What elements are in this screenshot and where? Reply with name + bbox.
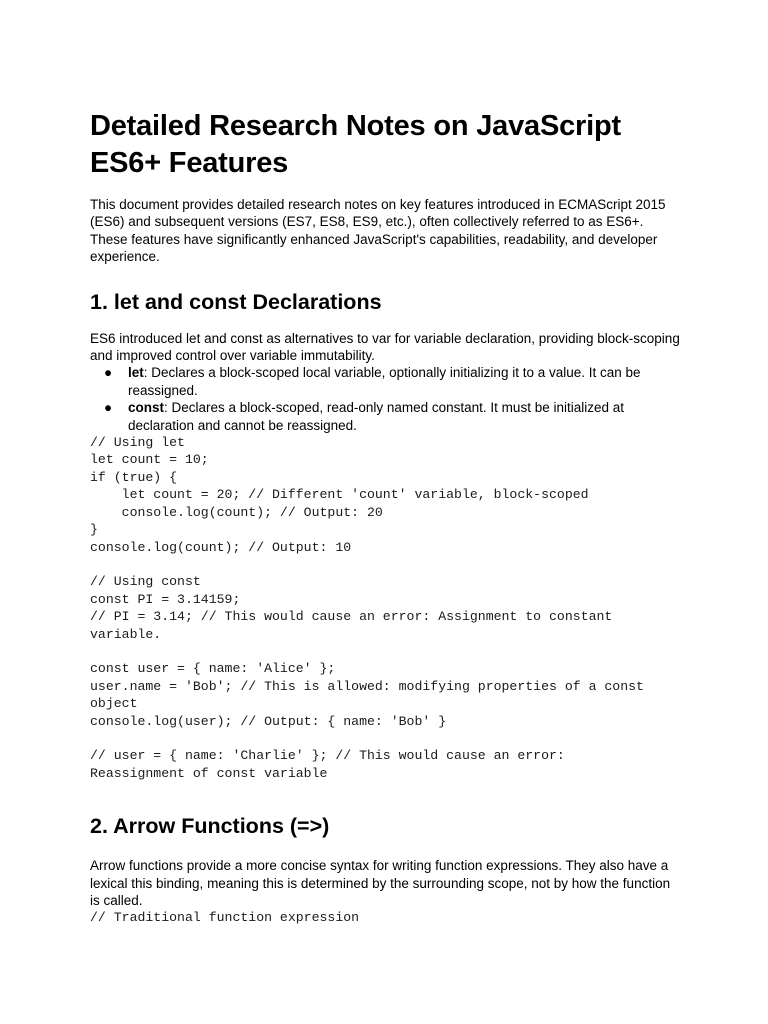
bullet-text-let: : Declares a block-scoped local variable, optionally initializing it to a value. It can be reassigned. xyxy=(128,365,641,398)
code-block-let-const: // Using let let count = 10; if (true) { let count = 20; // Different 'count' variable, block-scoped console.log(count); // Output: 20 } console.log(count); // Output: 10 // Using const const PI = 3.14159; // PI = 3.14; // This would cause an error: Assignment to constant variable. const user = { name: 'Alice' }; user.name = 'Bob'; // This is allowed: modifying properties of a const object console.log(user); // Output: { name: 'Bob' } // user = { name: 'Charlie' }; // This would cause an error: Reassignment of const variable xyxy=(90,435,644,781)
document-title: Detailed Research Notes on JavaScript ES6+ Features xyxy=(90,110,621,179)
section-paragraph-arrow-functions: Arrow functions provide a more concise syntax for writing function expressions. They also have a lexical this binding, meaning this is determined by the surrounding scope, not by how the function is called. xyxy=(90,858,671,908)
let-const-bullet-list xyxy=(90,364,680,434)
bullet-text-const: : Declares a block-scoped, read-only named constant. It must be initialized at declaration and cannot be reassigned. xyxy=(128,400,624,433)
document-page xyxy=(90,108,680,927)
section-heading-arrow-functions: 2. Arrow Functions (=>) xyxy=(90,814,330,839)
section-heading-let-const: 1. let and const Declarations xyxy=(90,289,382,314)
bullet-term-let: let xyxy=(128,365,144,381)
code-block-arrow-functions: // Traditional function expression xyxy=(90,910,360,926)
list-item-const xyxy=(90,399,680,434)
intro-paragraph: This document provides detailed research notes on key features introduced in ECMAScript 2015 (ES6) and subsequent versions (ES7, ES8, ES9, etc.), often collectively referred to as ES6+. These features have significantly enhanced JavaScript's capabilities, readability, and developer experience. xyxy=(90,197,666,265)
section-paragraph-let-const: ES6 introduced let and const as alternatives to var for variable declaration, providing block-scoping and improved control over variable immutability. xyxy=(90,330,680,364)
bullet-icon: ● xyxy=(104,400,113,416)
bullet-term-const: const xyxy=(128,400,165,416)
list-item-let xyxy=(90,364,680,399)
bullet-icon: ● xyxy=(104,365,113,381)
